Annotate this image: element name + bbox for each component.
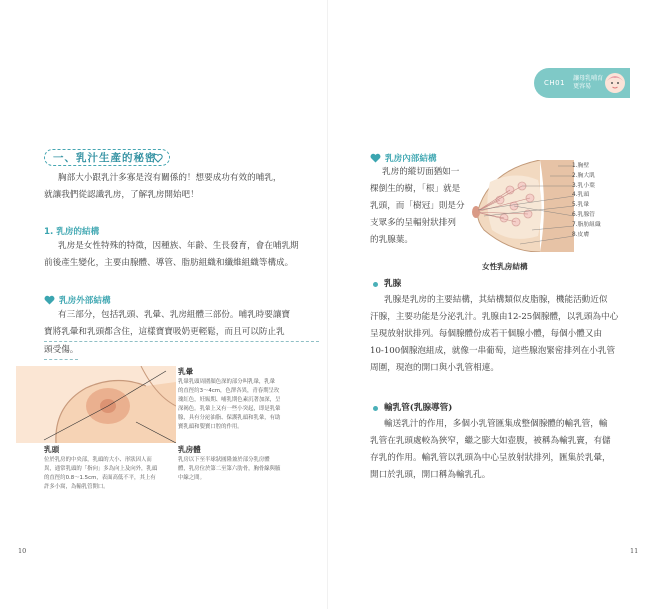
- page-number-right: 11: [630, 547, 639, 555]
- chapter-title: 讓母乳哺育 更容易: [573, 75, 604, 90]
- heart-icon: [44, 295, 55, 305]
- breast-body-description: 乳房以下至半球狀圓隆兼於部分乳房體 體，乳房位於第二至第六肋骨，胸骨線與腋 中線之間。: [178, 457, 281, 481]
- chapter-tab: [534, 68, 630, 98]
- figure-legend: 1.胸壁 2.胸大肌 3.乳小葉 4.乳頭 5.乳暈 6.乳腺管 7.脂肪組織 8.皮膚: [572, 163, 601, 238]
- gland-heading: 乳腺: [384, 279, 402, 289]
- page-gutter: [327, 0, 328, 609]
- external-paragraph: 有三部分，包括乳頭、乳暈、乳房組體三部份。哺乳時要讓寶 寶將乳暈和乳頭都含住，這樣寶寶吸奶更輕鬆，而且可以防止乳 頭受傷。: [44, 307, 319, 360]
- bullet-dot: [373, 406, 378, 411]
- section-title-banner: [44, 149, 170, 166]
- figure-caption: 女性乳房結構: [482, 262, 528, 271]
- nipple-description: 位於乳房的中央部，乳頭的大小、形狀因人而 異，通常乳頭的「指向」多為向上及向外，乳頭 的直徑約0.8～1.5cm，表面高低不平，其上有 許多小窩，為輸乳管開口。: [44, 457, 158, 490]
- breast-internal-illustration: [470, 160, 574, 252]
- intro-paragraph: 胸部大小跟乳汁多寡是沒有關係的！想要成功有效的哺乳， 就讓我們從認識乳房，了解乳房開始吧！: [44, 173, 282, 200]
- chapter-number: CH01: [544, 79, 566, 87]
- heart-icon: [370, 153, 381, 163]
- internal-paragraph: 乳房的縱切面猶如一 棵倒生的樹，「根」就是 乳頭，而「樹冠」則是分 支眾多的呈輻射狀排列 的乳腺葉。: [370, 167, 465, 245]
- gland-paragraph: 乳腺是乳房的主要結構，其結構類似皮脂腺，機能活動近似 汗腺，主要功能是分泌乳汁。乳腺由12-25個腺體，以乳頭為中心 呈現放射狀排列。每個腺體份成若干個腺小體，每個小體又由 10-100個腺泡組成，就像一串葡萄，這些腺泡緊密排列在小乳管 周圍，現泡的開口與小乳管相連。: [370, 295, 619, 373]
- duct-heading: 輸乳管(乳腺導管): [384, 403, 453, 413]
- bullet-dot: [373, 282, 378, 287]
- breast-external-illustration: [16, 366, 176, 443]
- external-structure-heading: 乳房外部結構: [44, 294, 111, 306]
- baby-face-icon: [604, 72, 626, 94]
- section-heading-structure: 1. 乳房的結構: [44, 227, 100, 237]
- areola-label: 乳暈: [178, 367, 194, 376]
- structure-paragraph: 乳房是女性特殊的特徵，因種族、年齡、生長發育，會在哺乳期 前後產生變化，主要由腺體、導管、脂肪組織和纖維組織等構成。: [44, 241, 299, 268]
- page-title: 一、乳汁生產的秘密: [53, 152, 157, 164]
- nipple-label: 乳頭: [44, 445, 60, 454]
- areola-description: 乳暈乳頭周圍顏色深的部分叫乳暈，乳暈 的直徑約3～4cm，色澤各異，青春期呈玫 瑰紅色，妊娠期、哺乳期色素沉著加深，呈 深褐色。乳暈上又有一些小突起，即是乳暈 腺，具有分泌油脂、保護乳頭和乳暈，有助 寶乳頭和嬰寶口腔的作用。: [178, 379, 281, 430]
- heart-icon: [153, 153, 163, 163]
- internal-structure-heading: 乳房內部結構: [370, 152, 437, 164]
- breast-body-label: 乳房體: [178, 445, 201, 454]
- page-number-left: 10: [18, 547, 27, 555]
- duct-paragraph: 輸送乳汁的作用，多個小乳管匯集成整個腺體的輸乳管，輸 乳管在乳頭處較為狹窄，繼之膨大如壺腹，被稱為輸乳竇，有儲 存乳的作用。輸乳管以乳頭為中心呈放射狀排列，匯集於乳暈， 開口於乳頭，開口稱為輸乳孔。: [370, 419, 611, 480]
